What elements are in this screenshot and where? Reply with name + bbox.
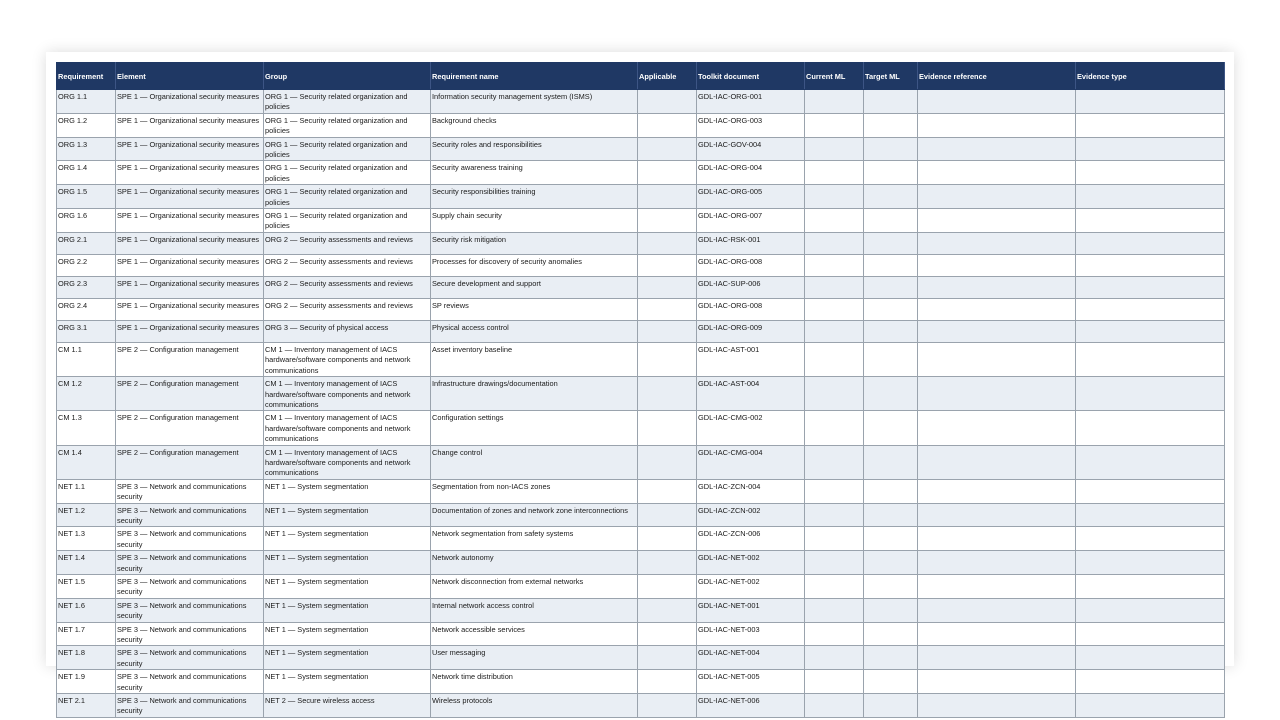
- cell-toolkit-document[interactable]: GDL-IAC-GOV-004: [697, 137, 805, 161]
- cell-element[interactable]: SPE 2 — Configuration management: [116, 377, 264, 411]
- cell-applicable[interactable]: [638, 113, 697, 137]
- cell-applicable[interactable]: [638, 551, 697, 575]
- cell-current-ml[interactable]: [805, 411, 864, 445]
- cell-element[interactable]: SPE 2 — Configuration management: [116, 342, 264, 376]
- cell-target-ml[interactable]: [864, 551, 918, 575]
- cell-evidence-type[interactable]: [1076, 276, 1225, 298]
- cell-toolkit-document[interactable]: GDL-IAC-ORG-008: [697, 298, 805, 320]
- cell-evidence-reference[interactable]: [918, 276, 1076, 298]
- cell-element[interactable]: SPE 3 — Network and communications security: [116, 479, 264, 503]
- cell-element[interactable]: SPE 1 — Organizational security measures: [116, 185, 264, 209]
- cell-target-ml[interactable]: [864, 445, 918, 479]
- header-row: [57, 63, 1225, 90]
- cell-current-ml[interactable]: [805, 209, 864, 233]
- cell-target-ml[interactable]: [864, 694, 918, 718]
- cell-requirement[interactable]: NET 1.5: [57, 575, 116, 599]
- table-row: [57, 445, 1225, 479]
- table-row: [57, 551, 1225, 575]
- cell-applicable[interactable]: [638, 479, 697, 503]
- cell-evidence-type[interactable]: [1076, 342, 1225, 376]
- cell-current-ml[interactable]: [805, 377, 864, 411]
- cell-current-ml[interactable]: [805, 503, 864, 527]
- cell-element[interactable]: SPE 1 — Organizational security measures: [116, 113, 264, 137]
- cell-applicable[interactable]: [638, 411, 697, 445]
- cell-element[interactable]: SPE 3 — Network and communications security: [116, 527, 264, 551]
- cell-current-ml[interactable]: [805, 342, 864, 376]
- cell-applicable[interactable]: [638, 694, 697, 718]
- table-row: [57, 298, 1225, 320]
- cell-requirement-name[interactable]: Infrastructure drawings/documentation: [431, 377, 638, 411]
- cell-evidence-type[interactable]: [1076, 161, 1225, 185]
- cell-applicable[interactable]: [638, 575, 697, 599]
- cell-requirement[interactable]: ORG 2.4: [57, 298, 116, 320]
- cell-applicable[interactable]: [638, 598, 697, 622]
- cell-group[interactable]: ORG 1 — Security related organization and policies: [264, 161, 431, 185]
- header-toolkit-document[interactable]: Toolkit document: [697, 63, 805, 90]
- cell-evidence-reference[interactable]: [918, 527, 1076, 551]
- cell-current-ml[interactable]: [805, 137, 864, 161]
- cell-element[interactable]: SPE 1 — Organizational security measures: [116, 276, 264, 298]
- cell-current-ml[interactable]: [805, 90, 864, 114]
- header-requirement-name[interactable]: Requirement name: [431, 63, 638, 90]
- cell-evidence-reference[interactable]: [918, 137, 1076, 161]
- cell-current-ml[interactable]: [805, 694, 864, 718]
- cell-requirement-name[interactable]: Network autonomy: [431, 551, 638, 575]
- cell-group[interactable]: NET 1 — System segmentation: [264, 575, 431, 599]
- cell-evidence-reference[interactable]: [918, 479, 1076, 503]
- cell-group[interactable]: NET 1 — System segmentation: [264, 646, 431, 670]
- cell-evidence-reference[interactable]: [918, 298, 1076, 320]
- cell-target-ml[interactable]: [864, 209, 918, 233]
- cell-element[interactable]: SPE 1 — Organizational security measures: [116, 209, 264, 233]
- cell-evidence-type[interactable]: [1076, 622, 1225, 646]
- cell-applicable[interactable]: [638, 670, 697, 694]
- cell-current-ml[interactable]: [805, 320, 864, 342]
- cell-element[interactable]: SPE 3 — Network and communications security: [116, 670, 264, 694]
- cell-applicable[interactable]: [638, 503, 697, 527]
- table-row: [57, 646, 1225, 670]
- cell-requirement[interactable]: CM 1.4: [57, 445, 116, 479]
- cell-group[interactable]: ORG 2 — Security assessments and reviews: [264, 298, 431, 320]
- cell-requirement-name[interactable]: Internal network access control: [431, 598, 638, 622]
- cell-applicable[interactable]: [638, 342, 697, 376]
- cell-group[interactable]: ORG 1 — Security related organization and policies: [264, 113, 431, 137]
- cell-current-ml[interactable]: [805, 232, 864, 254]
- cell-evidence-reference[interactable]: [918, 185, 1076, 209]
- cell-applicable[interactable]: [638, 185, 697, 209]
- cell-target-ml[interactable]: [864, 185, 918, 209]
- cell-element[interactable]: SPE 3 — Network and communications security: [116, 598, 264, 622]
- cell-current-ml[interactable]: [805, 622, 864, 646]
- cell-requirement-name[interactable]: Supply chain security: [431, 209, 638, 233]
- cell-current-ml[interactable]: [805, 527, 864, 551]
- cell-toolkit-document[interactable]: GDL-IAC-SUP-006: [697, 276, 805, 298]
- cell-evidence-reference[interactable]: [918, 694, 1076, 718]
- table-row: [57, 185, 1225, 209]
- cell-group[interactable]: NET 1 — System segmentation: [264, 598, 431, 622]
- cell-target-ml[interactable]: [864, 670, 918, 694]
- cell-evidence-reference[interactable]: [918, 598, 1076, 622]
- cell-target-ml[interactable]: [864, 232, 918, 254]
- cell-applicable[interactable]: [638, 622, 697, 646]
- cell-requirement-name[interactable]: Secure development and support: [431, 276, 638, 298]
- cell-evidence-reference[interactable]: [918, 209, 1076, 233]
- cell-applicable[interactable]: [638, 209, 697, 233]
- cell-current-ml[interactable]: [805, 254, 864, 276]
- cell-evidence-type[interactable]: [1076, 137, 1225, 161]
- cell-group[interactable]: CM 1 — Inventory management of IACS hardware/software components and network communications: [264, 445, 431, 479]
- cell-evidence-type[interactable]: [1076, 298, 1225, 320]
- cell-requirement[interactable]: ORG 2.1: [57, 232, 116, 254]
- cell-evidence-type[interactable]: [1076, 254, 1225, 276]
- cell-toolkit-document[interactable]: GDL-IAC-ORG-008: [697, 254, 805, 276]
- cell-evidence-type[interactable]: [1076, 445, 1225, 479]
- cell-element[interactable]: SPE 3 — Network and communications security: [116, 503, 264, 527]
- cell-requirement[interactable]: NET 1.8: [57, 646, 116, 670]
- cell-toolkit-document[interactable]: GDL-IAC-ORG-005: [697, 185, 805, 209]
- cell-evidence-type[interactable]: [1076, 527, 1225, 551]
- cell-evidence-reference[interactable]: [918, 622, 1076, 646]
- cell-requirement[interactable]: NET 1.4: [57, 551, 116, 575]
- cell-current-ml[interactable]: [805, 551, 864, 575]
- table-row: [57, 694, 1225, 718]
- cell-evidence-reference[interactable]: [918, 670, 1076, 694]
- table-row: [57, 161, 1225, 185]
- cell-applicable[interactable]: [638, 254, 697, 276]
- cell-applicable[interactable]: [638, 445, 697, 479]
- cell-element[interactable]: SPE 3 — Network and communications security: [116, 694, 264, 718]
- cell-element[interactable]: SPE 2 — Configuration management: [116, 445, 264, 479]
- cell-element[interactable]: SPE 1 — Organizational security measures: [116, 320, 264, 342]
- header-applicable[interactable]: Applicable: [638, 63, 697, 90]
- cell-requirement-name[interactable]: Configuration settings: [431, 411, 638, 445]
- cell-element[interactable]: SPE 3 — Network and communications security: [116, 646, 264, 670]
- cell-evidence-type[interactable]: [1076, 646, 1225, 670]
- cell-toolkit-document[interactable]: GDL-IAC-ORG-003: [697, 113, 805, 137]
- table-body: [57, 90, 1225, 718]
- cell-requirement-name[interactable]: Information security management system (ISMS): [431, 90, 638, 114]
- cell-group[interactable]: ORG 1 — Security related organization and policies: [264, 137, 431, 161]
- cell-evidence-reference[interactable]: [918, 551, 1076, 575]
- cell-requirement-name[interactable]: Asset inventory baseline: [431, 342, 638, 376]
- cell-current-ml[interactable]: [805, 298, 864, 320]
- cell-element[interactable]: SPE 1 — Organizational security measures: [116, 90, 264, 114]
- cell-requirement-name[interactable]: Network accessible services: [431, 622, 638, 646]
- cell-requirement-name[interactable]: Network disconnection from external networks: [431, 575, 638, 599]
- spreadsheet-page: [46, 52, 1234, 716]
- cell-toolkit-document[interactable]: GDL-IAC-RSK-001: [697, 232, 805, 254]
- cell-requirement[interactable]: ORG 1.1: [57, 90, 116, 114]
- cell-toolkit-document[interactable]: GDL-IAC-NET-006: [697, 694, 805, 718]
- requirements-sheet: [56, 62, 1224, 718]
- cell-toolkit-document[interactable]: GDL-IAC-NET-005: [697, 670, 805, 694]
- cell-target-ml[interactable]: [864, 503, 918, 527]
- cell-target-ml[interactable]: [864, 113, 918, 137]
- cell-requirement[interactable]: CM 1.2: [57, 377, 116, 411]
- cell-current-ml[interactable]: [805, 598, 864, 622]
- header-current-ml[interactable]: Current ML: [805, 63, 864, 90]
- cell-requirement-name[interactable]: Network time distribution: [431, 670, 638, 694]
- cell-target-ml[interactable]: [864, 276, 918, 298]
- cell-requirement[interactable]: ORG 1.4: [57, 161, 116, 185]
- cell-evidence-type[interactable]: [1076, 320, 1225, 342]
- cell-requirement[interactable]: NET 2.1: [57, 694, 116, 718]
- cell-current-ml[interactable]: [805, 445, 864, 479]
- cell-requirement-name[interactable]: Documentation of zones and network zone interconnections: [431, 503, 638, 527]
- cell-current-ml[interactable]: [805, 161, 864, 185]
- cell-requirement-name[interactable]: SP reviews: [431, 298, 638, 320]
- cell-group[interactable]: NET 1 — System segmentation: [264, 670, 431, 694]
- cell-target-ml[interactable]: [864, 298, 918, 320]
- cell-requirement[interactable]: ORG 1.6: [57, 209, 116, 233]
- cell-toolkit-document[interactable]: GDL-IAC-NET-004: [697, 646, 805, 670]
- header-evidence-type[interactable]: Evidence type: [1076, 63, 1225, 90]
- cell-group[interactable]: ORG 1 — Security related organization and policies: [264, 90, 431, 114]
- cell-requirement[interactable]: ORG 1.2: [57, 113, 116, 137]
- cell-toolkit-document[interactable]: GDL-IAC-AST-001: [697, 342, 805, 376]
- cell-evidence-reference[interactable]: [918, 113, 1076, 137]
- cell-target-ml[interactable]: [864, 646, 918, 670]
- cell-group[interactable]: ORG 1 — Security related organization and policies: [264, 185, 431, 209]
- cell-toolkit-document[interactable]: GDL-IAC-ORG-004: [697, 161, 805, 185]
- cell-evidence-reference[interactable]: [918, 377, 1076, 411]
- cell-requirement[interactable]: NET 1.1: [57, 479, 116, 503]
- cell-evidence-type[interactable]: [1076, 598, 1225, 622]
- cell-group[interactable]: CM 1 — Inventory management of IACS hardware/software components and network communications: [264, 377, 431, 411]
- cell-target-ml[interactable]: [864, 622, 918, 646]
- cell-requirement-name[interactable]: Background checks: [431, 113, 638, 137]
- table-row: [57, 670, 1225, 694]
- cell-requirement[interactable]: ORG 3.1: [57, 320, 116, 342]
- table-row: [57, 276, 1225, 298]
- cell-evidence-type[interactable]: [1076, 185, 1225, 209]
- cell-applicable[interactable]: [638, 320, 697, 342]
- cell-current-ml[interactable]: [805, 276, 864, 298]
- cell-target-ml[interactable]: [864, 377, 918, 411]
- cell-target-ml[interactable]: [864, 161, 918, 185]
- header-requirement[interactable]: Requirement: [57, 63, 116, 90]
- table-row: [57, 479, 1225, 503]
- table-row: [57, 575, 1225, 599]
- requirements-table: [56, 62, 1225, 718]
- cell-requirement[interactable]: CM 1.1: [57, 342, 116, 376]
- cell-toolkit-document[interactable]: GDL-IAC-CMG-002: [697, 411, 805, 445]
- cell-toolkit-document[interactable]: GDL-IAC-ZCN-004: [697, 479, 805, 503]
- cell-group[interactable]: ORG 2 — Security assessments and reviews: [264, 276, 431, 298]
- cell-group[interactable]: CM 1 — Inventory management of IACS hardware/software components and network communications: [264, 342, 431, 376]
- cell-toolkit-document[interactable]: GDL-IAC-CMG-004: [697, 445, 805, 479]
- cell-applicable[interactable]: [638, 232, 697, 254]
- cell-evidence-type[interactable]: [1076, 551, 1225, 575]
- cell-evidence-type[interactable]: [1076, 670, 1225, 694]
- cell-element[interactable]: SPE 3 — Network and communications security: [116, 622, 264, 646]
- cell-target-ml[interactable]: [864, 342, 918, 376]
- cell-current-ml[interactable]: [805, 185, 864, 209]
- header-target-ml[interactable]: Target ML: [864, 63, 918, 90]
- table-row: [57, 137, 1225, 161]
- cell-requirement-name[interactable]: Change control: [431, 445, 638, 479]
- cell-toolkit-document[interactable]: GDL-IAC-ZCN-006: [697, 527, 805, 551]
- cell-group[interactable]: ORG 3 — Security of physical access: [264, 320, 431, 342]
- cell-evidence-reference[interactable]: [918, 503, 1076, 527]
- cell-target-ml[interactable]: [864, 598, 918, 622]
- cell-requirement[interactable]: NET 1.9: [57, 670, 116, 694]
- table-row: [57, 527, 1225, 551]
- cell-requirement-name[interactable]: Security roles and responsibilities: [431, 137, 638, 161]
- table-row: [57, 320, 1225, 342]
- cell-toolkit-document[interactable]: GDL-IAC-NET-003: [697, 622, 805, 646]
- cell-toolkit-document[interactable]: GDL-IAC-NET-002: [697, 575, 805, 599]
- cell-applicable[interactable]: [638, 646, 697, 670]
- table-row: [57, 254, 1225, 276]
- cell-group[interactable]: NET 1 — System segmentation: [264, 479, 431, 503]
- header-evidence-reference[interactable]: Evidence reference: [918, 63, 1076, 90]
- cell-applicable[interactable]: [638, 377, 697, 411]
- cell-group[interactable]: ORG 2 — Security assessments and reviews: [264, 232, 431, 254]
- cell-applicable[interactable]: [638, 137, 697, 161]
- cell-evidence-type[interactable]: [1076, 694, 1225, 718]
- cell-target-ml[interactable]: [864, 320, 918, 342]
- cell-evidence-reference[interactable]: [918, 411, 1076, 445]
- table-row: [57, 232, 1225, 254]
- cell-toolkit-document[interactable]: GDL-IAC-ORG-001: [697, 90, 805, 114]
- cell-applicable[interactable]: [638, 276, 697, 298]
- cell-evidence-reference[interactable]: [918, 161, 1076, 185]
- cell-target-ml[interactable]: [864, 479, 918, 503]
- table-row: [57, 113, 1225, 137]
- cell-target-ml[interactable]: [864, 411, 918, 445]
- cell-group[interactable]: NET 1 — System segmentation: [264, 622, 431, 646]
- table-row: [57, 503, 1225, 527]
- cell-requirement-name[interactable]: Segmentation from non-IACS zones: [431, 479, 638, 503]
- cell-requirement[interactable]: ORG 2.2: [57, 254, 116, 276]
- cell-requirement[interactable]: NET 1.2: [57, 503, 116, 527]
- cell-requirement-name[interactable]: Processes for discovery of security anomalies: [431, 254, 638, 276]
- cell-toolkit-document[interactable]: GDL-IAC-NET-002: [697, 551, 805, 575]
- cell-requirement[interactable]: ORG 1.5: [57, 185, 116, 209]
- cell-toolkit-document[interactable]: GDL-IAC-NET-001: [697, 598, 805, 622]
- cell-element[interactable]: SPE 1 — Organizational security measures: [116, 161, 264, 185]
- cell-evidence-type[interactable]: [1076, 575, 1225, 599]
- cell-toolkit-document[interactable]: GDL-IAC-AST-004: [697, 377, 805, 411]
- cell-applicable[interactable]: [638, 90, 697, 114]
- cell-current-ml[interactable]: [805, 113, 864, 137]
- cell-evidence-reference[interactable]: [918, 646, 1076, 670]
- cell-evidence-reference[interactable]: [918, 342, 1076, 376]
- cell-evidence-type[interactable]: [1076, 411, 1225, 445]
- table-row: [57, 209, 1225, 233]
- cell-target-ml[interactable]: [864, 137, 918, 161]
- cell-evidence-type[interactable]: [1076, 90, 1225, 114]
- cell-requirement-name[interactable]: Network segmentation from safety systems: [431, 527, 638, 551]
- cell-element[interactable]: SPE 2 — Configuration management: [116, 411, 264, 445]
- cell-group[interactable]: CM 1 — Inventory management of IACS hardware/software components and network communications: [264, 411, 431, 445]
- cell-requirement-name[interactable]: Physical access control: [431, 320, 638, 342]
- cell-group[interactable]: NET 1 — System segmentation: [264, 503, 431, 527]
- cell-group[interactable]: ORG 1 — Security related organization and policies: [264, 209, 431, 233]
- cell-toolkit-document[interactable]: GDL-IAC-ORG-007: [697, 209, 805, 233]
- table-row: [57, 90, 1225, 114]
- header-element[interactable]: Element: [116, 63, 264, 90]
- cell-evidence-type[interactable]: [1076, 503, 1225, 527]
- cell-toolkit-document[interactable]: GDL-IAC-ORG-009: [697, 320, 805, 342]
- table-row: [57, 622, 1225, 646]
- cell-target-ml[interactable]: [864, 527, 918, 551]
- table-row: [57, 598, 1225, 622]
- cell-current-ml[interactable]: [805, 646, 864, 670]
- cell-toolkit-document[interactable]: GDL-IAC-ZCN-002: [697, 503, 805, 527]
- cell-evidence-reference[interactable]: [918, 254, 1076, 276]
- cell-evidence-reference[interactable]: [918, 575, 1076, 599]
- cell-requirement[interactable]: NET 1.7: [57, 622, 116, 646]
- table-row: [57, 411, 1225, 445]
- cell-applicable[interactable]: [638, 527, 697, 551]
- cell-requirement[interactable]: ORG 2.3: [57, 276, 116, 298]
- cell-evidence-type[interactable]: [1076, 113, 1225, 137]
- cell-evidence-type[interactable]: [1076, 377, 1225, 411]
- cell-evidence-reference[interactable]: [918, 90, 1076, 114]
- cell-element[interactable]: SPE 3 — Network and communications security: [116, 575, 264, 599]
- cell-element[interactable]: SPE 1 — Organizational security measures: [116, 298, 264, 320]
- cell-evidence-reference[interactable]: [918, 445, 1076, 479]
- cell-evidence-type[interactable]: [1076, 209, 1225, 233]
- cell-target-ml[interactable]: [864, 575, 918, 599]
- cell-group[interactable]: NET 2 — Secure wireless access: [264, 694, 431, 718]
- cell-group[interactable]: ORG 2 — Security assessments and reviews: [264, 254, 431, 276]
- cell-target-ml[interactable]: [864, 254, 918, 276]
- cell-applicable[interactable]: [638, 298, 697, 320]
- cell-element[interactable]: SPE 1 — Organizational security measures: [116, 254, 264, 276]
- cell-current-ml[interactable]: [805, 479, 864, 503]
- cell-current-ml[interactable]: [805, 670, 864, 694]
- cell-requirement-name[interactable]: Security responsibilities training: [431, 185, 638, 209]
- cell-requirement-name[interactable]: Security awareness training: [431, 161, 638, 185]
- cell-group[interactable]: NET 1 — System segmentation: [264, 527, 431, 551]
- cell-requirement[interactable]: NET 1.3: [57, 527, 116, 551]
- cell-applicable[interactable]: [638, 161, 697, 185]
- cell-evidence-reference[interactable]: [918, 232, 1076, 254]
- cell-element[interactable]: SPE 1 — Organizational security measures: [116, 232, 264, 254]
- cell-evidence-type[interactable]: [1076, 232, 1225, 254]
- table-row: [57, 342, 1225, 376]
- cell-requirement-name[interactable]: User messaging: [431, 646, 638, 670]
- cell-evidence-reference[interactable]: [918, 320, 1076, 342]
- table-row: [57, 377, 1225, 411]
- cell-requirement[interactable]: NET 1.6: [57, 598, 116, 622]
- cell-target-ml[interactable]: [864, 90, 918, 114]
- cell-current-ml[interactable]: [805, 575, 864, 599]
- cell-group[interactable]: NET 1 — System segmentation: [264, 551, 431, 575]
- cell-evidence-type[interactable]: [1076, 479, 1225, 503]
- cell-element[interactable]: SPE 3 — Network and communications security: [116, 551, 264, 575]
- cell-element[interactable]: SPE 1 — Organizational security measures: [116, 137, 264, 161]
- cell-requirement-name[interactable]: Security risk mitigation: [431, 232, 638, 254]
- header-group[interactable]: Group: [264, 63, 431, 90]
- cell-requirement[interactable]: ORG 1.3: [57, 137, 116, 161]
- cell-requirement-name[interactable]: Wireless protocols: [431, 694, 638, 718]
- cell-requirement[interactable]: CM 1.3: [57, 411, 116, 445]
